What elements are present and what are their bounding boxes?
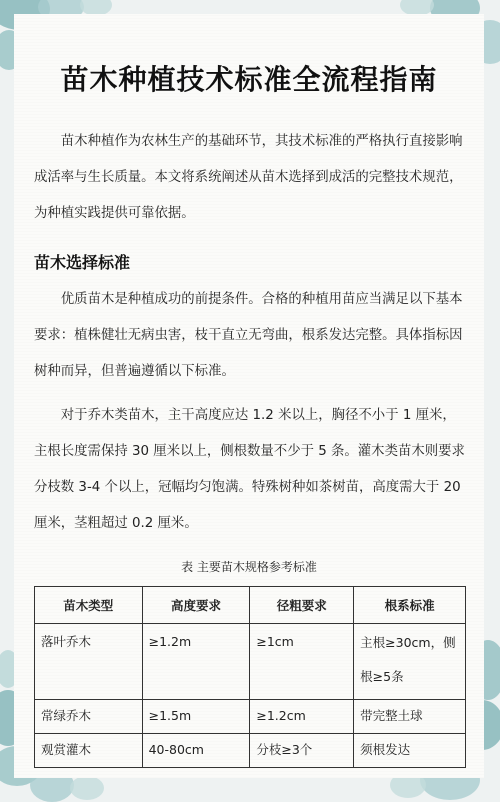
table-cell: ≥1cm bbox=[250, 624, 354, 700]
section-heading: 苗木选择标准 bbox=[34, 253, 131, 272]
table-cell: 落叶乔木 bbox=[35, 624, 143, 700]
document-card bbox=[14, 14, 484, 778]
table-header-cell: 径粗要求 bbox=[250, 587, 354, 624]
table-row bbox=[35, 624, 466, 700]
table-cell: ≥1.5m bbox=[142, 700, 250, 734]
page-title: 苗木种植技术标准全流程指南 bbox=[60, 63, 438, 96]
table-cell: 40-80cm bbox=[142, 734, 250, 768]
section-paragraph-2: 对于乔木类苗木，主干高度应达 1.2 米以上，胸径不小于 1 厘米，主根长度需保持 30 厘米以上，侧根数量不少于 5 条。灌木类苗木则要求分枝数 3-4 个以上，冠幅均匀饱满。特殊树种如茶树苗，高度需大于 20 厘米，茎粗超过 0.2 厘米。 bbox=[34, 408, 465, 531]
intro-paragraph: 苗木种植作为农林生产的基础环节，其技术标准的严格执行直接影响成活率与生长质量。本文将系统阐述从苗木选择到成活的完整技术规范，为种植实践提供可靠依据。 bbox=[34, 134, 463, 221]
table-header-cell: 根系标准 bbox=[354, 587, 466, 624]
table-caption: 表 主要苗木规格参考标准 bbox=[181, 560, 317, 574]
table-row bbox=[35, 734, 466, 768]
table-header-cell: 苗木类型 bbox=[35, 587, 143, 624]
table-cell: 主根≥30cm，侧根≥5条 bbox=[354, 624, 466, 700]
section-paragraph-1: 优质苗木是种植成功的前提条件。合格的种植用苗应当满足以下基本要求：植株健壮无病虫害，枝干直立无弯曲，根系发达完整。具体指标因树种而异，但普遍遵循以下标准。 bbox=[34, 292, 463, 379]
table-cell: 须根发达 bbox=[354, 734, 466, 768]
table-cell: 常绿乔木 bbox=[35, 700, 143, 734]
table-cell: 分枝≥3个 bbox=[250, 734, 354, 768]
table-row bbox=[35, 700, 466, 734]
spec-table bbox=[34, 586, 466, 768]
table-header-cell: 高度要求 bbox=[142, 587, 250, 624]
table-cell: 观赏灌木 bbox=[35, 734, 143, 768]
table-cell: ≥1.2m bbox=[142, 624, 250, 700]
table-cell: 带完整土球 bbox=[354, 700, 466, 734]
table-cell: ≥1.2cm bbox=[250, 700, 354, 734]
table-header-row bbox=[35, 587, 466, 624]
